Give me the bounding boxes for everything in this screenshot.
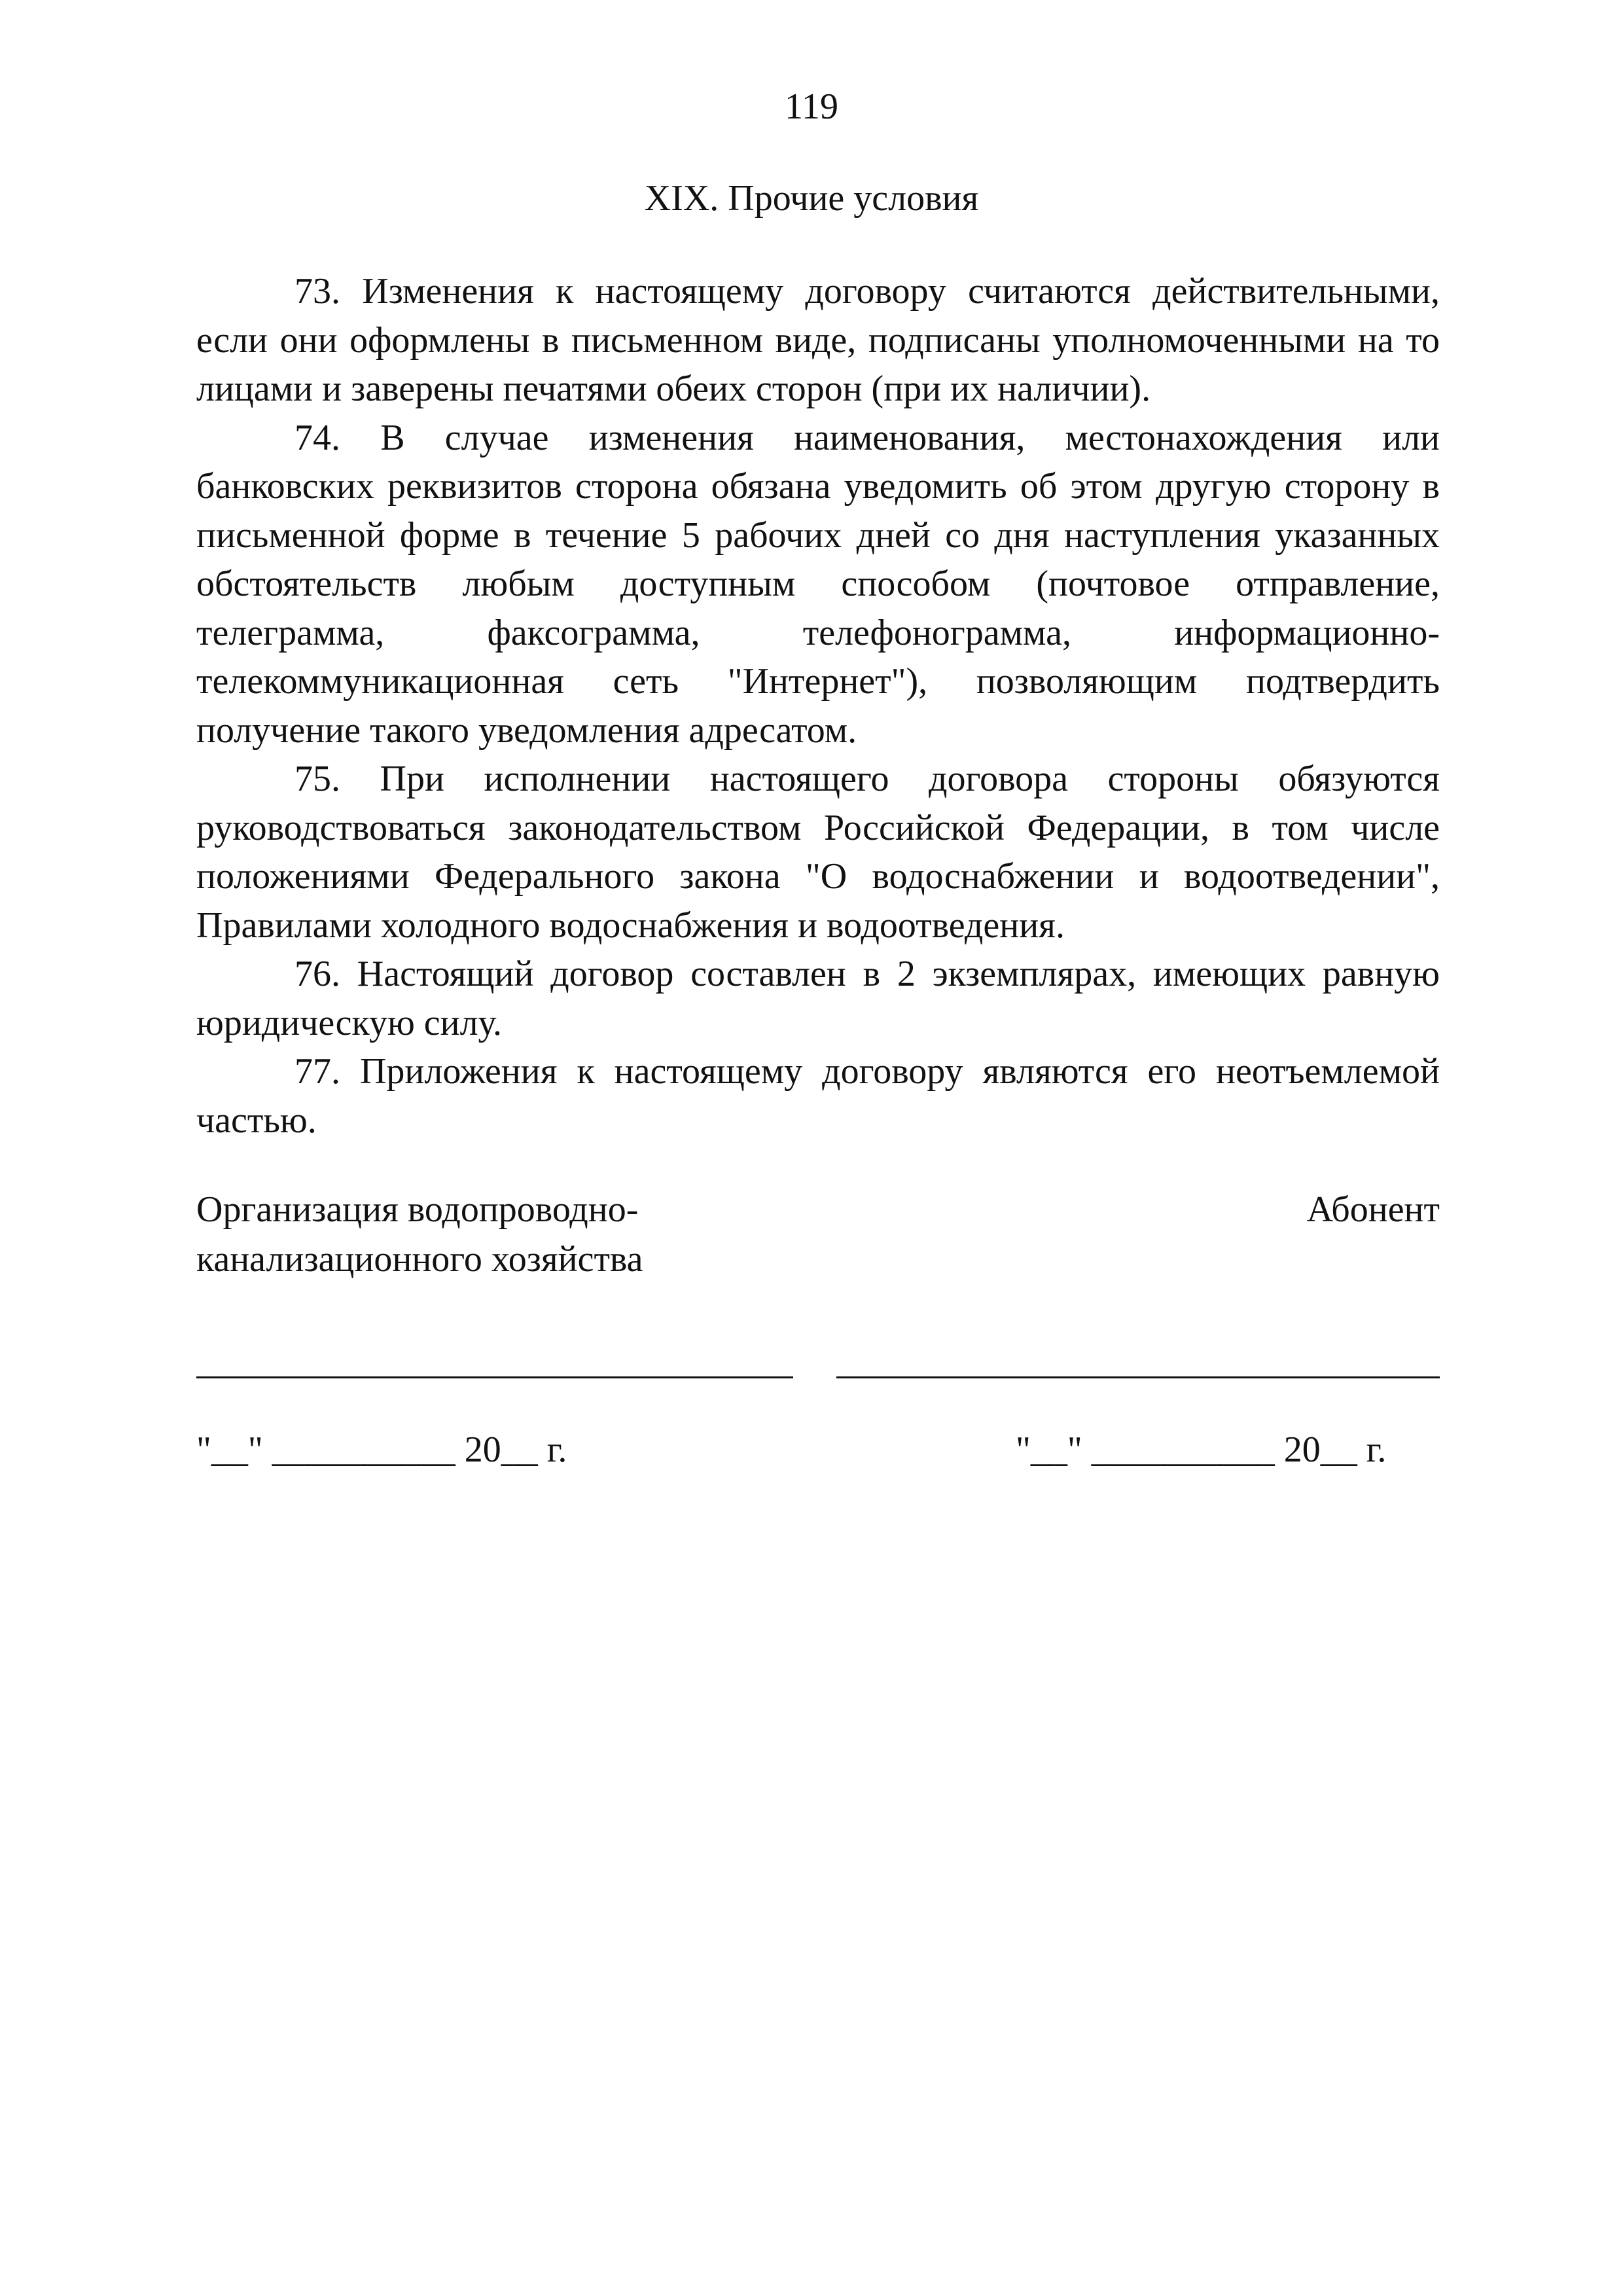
body-text <box>196 267 1440 1145</box>
left-date-field: "__" __________ 20__ г. <box>196 1429 567 1470</box>
page-number: 119 <box>785 86 838 127</box>
paragraph-73: 73. Изменения к настоящему договору считаются действительными, если они оформлены в письменном виде, подписаны уполномоченными на то лицами и заверены печатями обеих сторон (при их наличии). <box>196 271 1440 409</box>
paragraph-74: 74. В случае изменения наименования, местонахождения или банковских реквизитов сторона обязана уведомить об этом другую сторону в письменной форме в течение 5 рабочих дней со дня наступления указанных обстоятельств любым доступным способом (почтовое отправление, телеграмма, факсограмма, телефонограмма, информационно-телекоммуникационная сеть "Интернет"), позволяющим подтвердить получение такого уведомления адресатом. <box>196 417 1440 751</box>
paragraph-77: 77. Приложения к настоящему договору являются его неотъемлемой частью. <box>196 1051 1440 1141</box>
left-party-line1: Организация водопроводно- <box>196 1189 639 1230</box>
paragraph-75: 75. При исполнении настоящего договора стороны обязуются руководствоваться законодательством Российской Федерации, в том числе положениями Федерального закона "О водоснабжении и водоотведении", Правилами холодного водоснабжения и водоотведения. <box>196 759 1440 946</box>
left-party-name <box>196 1185 851 1284</box>
section-title: XIX. Прочие условия <box>644 178 979 219</box>
right-date-field: "__" __________ 20__ г. <box>1016 1429 1387 1470</box>
right-party-name: Абонент <box>1306 1189 1440 1230</box>
paragraph-76: 76. Настоящий договор составлен в 2 экземплярах, имеющих равную юридическую силу. <box>196 954 1440 1043</box>
left-party-line2: канализационного хозяйства <box>196 1239 643 1280</box>
left-signature-line <box>196 1376 793 1378</box>
right-signature-line <box>836 1376 1440 1378</box>
